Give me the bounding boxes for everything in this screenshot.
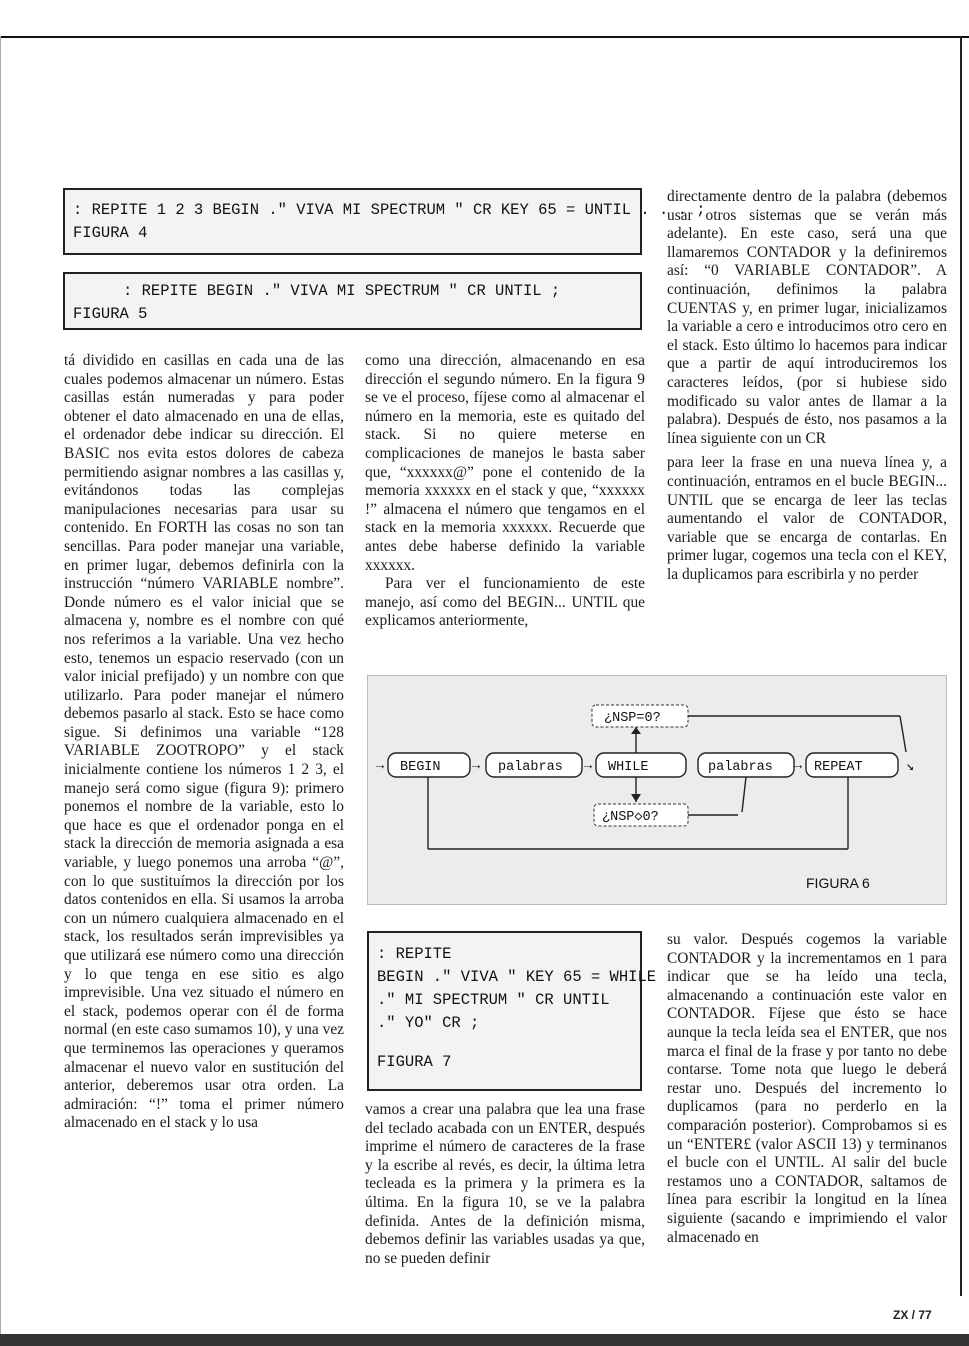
figura-7-box — [367, 931, 657, 1091]
column-3-top — [667, 188, 947, 584]
column-1 — [64, 352, 344, 1133]
page-bottom-edge — [0, 1334, 969, 1346]
repeat-text: REPEAT — [814, 760, 863, 775]
entry-arrow: → — [376, 759, 385, 774]
figura-5-caption: FIGURA 5 — [73, 305, 148, 323]
figura-4-caption: FIGURA 4 — [73, 224, 148, 242]
figura-7-caption: FIGURA 7 — [377, 1053, 452, 1071]
figura-7-line-4: ." YO" CR ; — [377, 1014, 480, 1032]
column-3-bottom — [667, 931, 947, 1247]
figura-7-line-1: : REPITE — [377, 945, 452, 963]
column-2-top — [365, 352, 645, 631]
line-exit-down — [900, 716, 906, 752]
arrow-up-icon — [631, 727, 641, 734]
page-left-edge — [0, 36, 1, 1346]
page-number: ZX / 77 — [893, 1308, 932, 1322]
col2-bottom-paragraph: vamos a crear una palabra que lea una frase del teclado acabada con un ENTER, después imprime el número de caracteres de la frase y la escribe al revés, es decir, la última letra tecleada es la primera y la primera es la última. En la figura 10, se ve la palabra definida. Antes de la definición misma, debemos definir las variables usadas ya que, no se pueden definir — [365, 1101, 645, 1267]
column-2-bottom — [365, 1101, 645, 1268]
col1-paragraph: tá dividido en casillas en cada una de las cuales podemos almacenar un número. Estas casillas están numeradas y para poder obtener el dato almacenado en una de ellas, el ordenador debe indicar su dirección. El BASIC nos evita estos dolores de cabeza permitiendo asignar nombres a las casillas y, evitándonos todas las complejas manipulaciones necesarias para usar su contenido. En FORTH las cosas no son tan sencillas. Para poder manejar una variable, en primer lugar, debemos definirla con la instrucción “número VARIABLE nombre”. Donde número es el valor inicial que se almacena y, nombre es el nombre con qué nos referimos a la variable. Una vez hecho esto, tenemos un espacio reservado (con un valor inicial prefijado) y un nombre con que utilizarlo. Para poder manejar el número debemos pasarlo al stack. Esto se hace como sigue. Si definimos una variable “128 VARIABLE ZOOTROPO” y el stack inicialmente contiene los números 1 2 3, el manejo será como sigue (figura 9): primero ponemos el nombre de la variable, esto lo que hace es que el ordenador ponga en el stack la dirección de memoria asignada a esa variable, y luego ponemos una arroba “@”, con lo que sustituímos la dirección por los datos contenidos en ella. Si usamos la arroba con un número cualquiera almacenado en el stack, los resultados serán imprevisibles ya que utilizará ese número como una dirección y lo que tenga en ese sitio es algo imprevisible. Una vez situado el número en el stack, podemos operar con él de forma normal (en este caso sumamos 10), y una vez que terminemos las operaciones y queramos almacenar el nuevo valor en sustitución del anterior, deberemos usar otra orden. La admiración: “!” toma el primer número almacenado en el stack y lo usa — [64, 352, 344, 1132]
cond-nsp-zero-text: ¿NSP=0? — [604, 711, 661, 726]
arrow-1: → — [472, 759, 481, 774]
begin-text: BEGIN — [400, 760, 441, 775]
col3-paragraph-2: para leer la frase en una nueva línea y, a continuación, entramos en el bucle BEGIN... UNTIL que se encarga de leer las teclas aumentando el valor de CONTADOR, variable que se encarga de contarlas. En primer lugar, cogemos una tecla con el KEY, la duplicamos para escribirla y no perder — [667, 454, 947, 583]
arrow-3: → — [794, 759, 803, 774]
arrow-2: → — [584, 759, 593, 774]
figura-7-line-3: ." MI SPECTRUM " CR UNTIL — [377, 991, 610, 1009]
col3-bottom-paragraph: su valor. Después cogemos la variable CONTADOR y la incrementamos en 1 para indicar que se ha leído una tecla, almacenando a continuación este valor en CONTADOR. Fíjese que ésto se hace aunque la tecla leída sea el ENTER, que nos marca el final de la frase y por tanto no debe contarse. Tome nota que luego le deberá restar uno. Después del incremento lo duplicamos (para no perderlo en la comparación posterior). Comprobamos si es un “ENTER£ (valor ASCII 13) y terminanos el bucle con el UNTIL. Al salir del bucle restamos uno a CONTADOR, saltamos de línea para escribir la longitud en la línea siguiente (sacando e imprimiendo el valor almacenado en — [667, 931, 947, 1246]
figura-5-code: : REPITE BEGIN ." VIVA MI SPECTRUM " CR UNTIL ; — [123, 282, 561, 300]
figura-4-code: : REPITE 1 2 3 BEGIN ." VIVA MI SPECTRUM " CR KEY 65 = UNTIL . . . ; — [73, 201, 706, 219]
col2-paragraph-2: Para ver el funcionamiento de este manejo, así como del BEGIN... UNTIL que explicamos anteriormente, — [365, 575, 645, 630]
page-right-edge — [960, 36, 962, 1296]
figura-7-line-2: BEGIN ." VIVA " KEY 65 = WHILE — [377, 968, 657, 986]
arrow-down-icon — [631, 794, 641, 802]
exit-arrow: ↘ — [906, 760, 915, 775]
col2-paragraph-1: como una dirección, almacenando en esa dirección el segundo número. En la figura 9 se ve el proceso, fíjese como al almacenar el número en la memoria, este es quitado del stack. Si no quiere meterse en complicaciones de manejos le basta saber que, “xxxxxx@” pone el contenido de la memoria xxxxxx en el stack y que, “xxxxxx !” almacena el número que tengamos en el stack en la memoria xxxxxx. Recuerde que antes debe haberse definido la variable xxxxxx. — [365, 352, 645, 574]
figura-5-box — [63, 272, 642, 330]
figura-6-diagram — [367, 675, 947, 905]
palabras-1-text: palabras — [498, 760, 563, 775]
palabras-2-text: palabras — [708, 760, 773, 775]
cond-nsp-nonzero-text: ¿NSP◇0? — [602, 810, 659, 825]
page-top-rule — [0, 36, 969, 38]
col3-paragraph-1: directamente dentro de la palabra (debemos usar otros sistemas que se verán más adelante). En este caso, será una que llamaremos CONTADOR y la definiremos así: “0 VARIABLE CONTADOR”. A continuación, definimos la palabra CUENTAS y, en primer lugar, inicializamos la variable a cero e introducimos otro cero en el stack. Esto último lo hacemos para indicar que a partir de aquí introduciremos los caracteres leídos, (por si hubiese sido modificado su valor antes de llamar a la palabra). Después de ésto, nos pasamos a la línea siguiente con un CR — [667, 188, 947, 447]
figura-6-caption: FIGURA 6 — [806, 875, 870, 891]
line-palabras2-up — [742, 777, 746, 812]
figura-4-box — [63, 188, 706, 255]
while-text: WHILE — [608, 760, 649, 775]
